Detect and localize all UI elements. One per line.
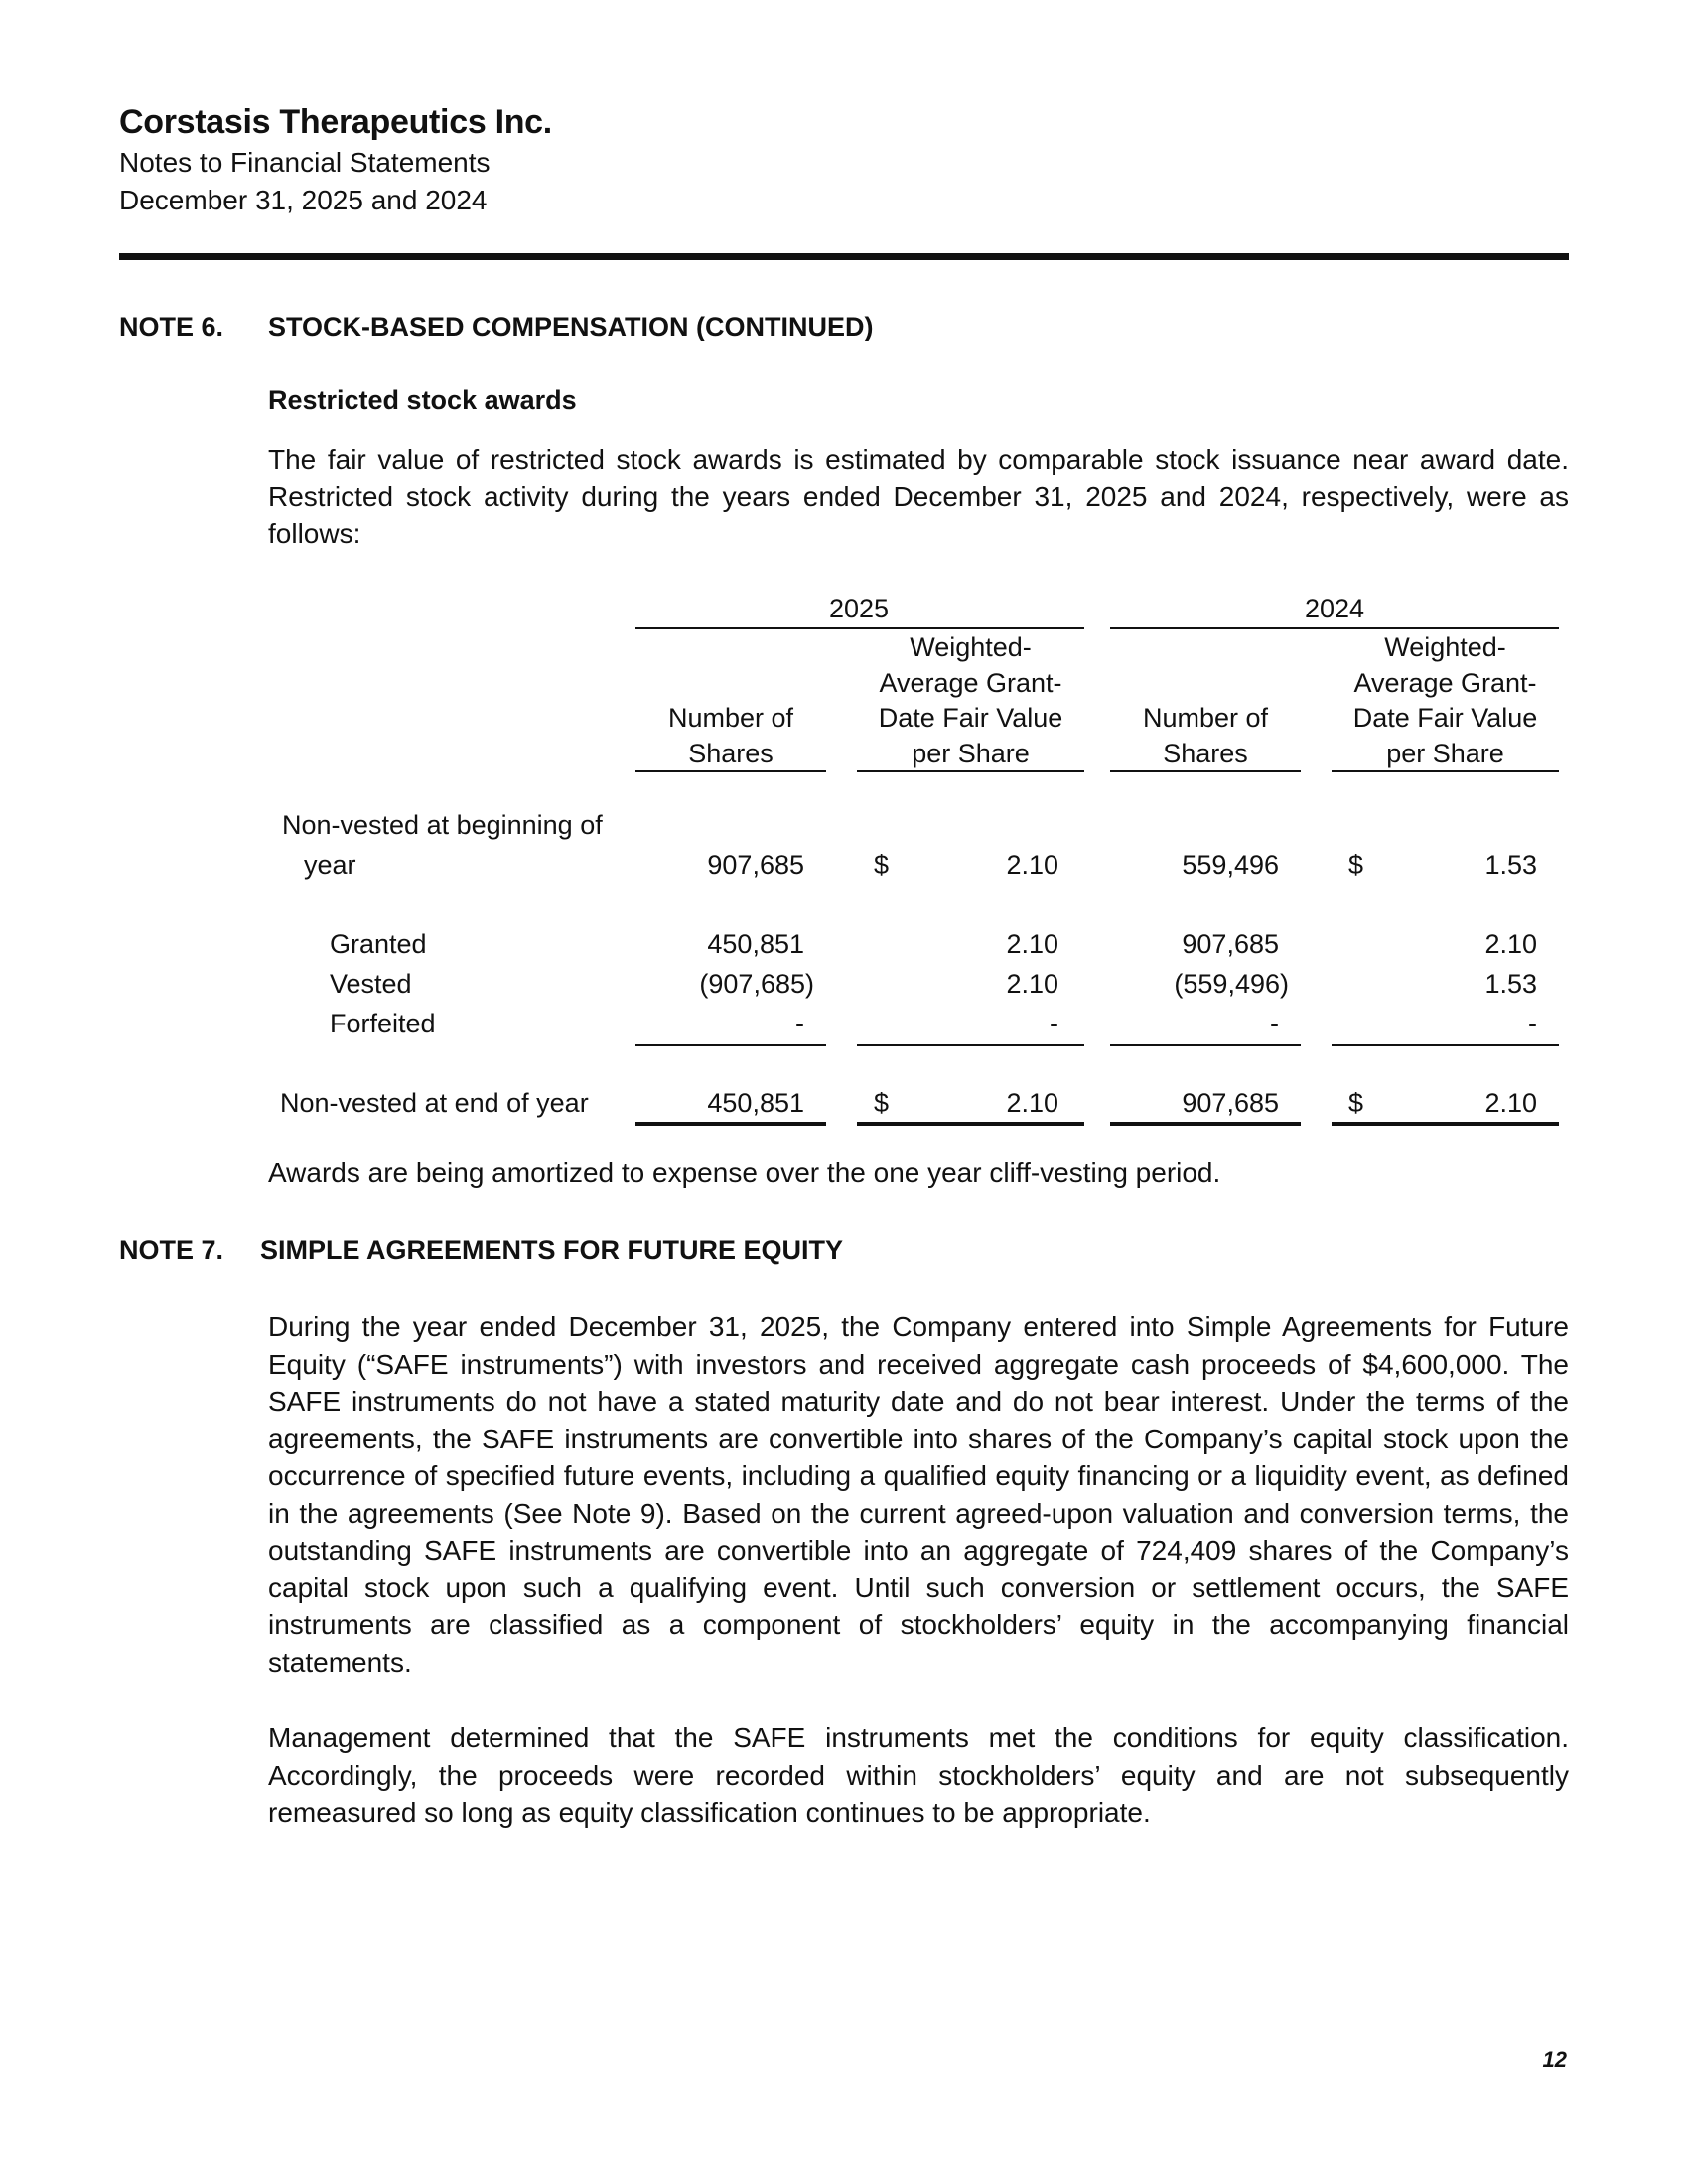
- cell-forfeited-fv-2024: -: [1528, 1009, 1537, 1038]
- cell-vested-shares-2025: (907,685): [699, 969, 814, 999]
- currency-symbol: $: [1348, 850, 1364, 880]
- row-label-vested: Vested: [330, 969, 412, 999]
- cell-granted-fv-2025: 2.10: [1006, 929, 1058, 959]
- cell-beginning-shares-2024: 559,496: [1182, 850, 1279, 880]
- col-header-fair-value-2024: Weighted- Average Grant- Date Fair Value per Share: [1352, 632, 1538, 768]
- year-2024-header: 2024: [1304, 594, 1365, 623]
- total-rule: [857, 1122, 1084, 1126]
- restricted-stock-heading: Restricted stock awards: [268, 385, 577, 415]
- currency-symbol: $: [874, 1088, 890, 1118]
- note7-number: NOTE 7.: [119, 1235, 224, 1265]
- col-rule-fair-value-2024: [1332, 770, 1559, 772]
- cell-ending-shares-2025: 450,851: [707, 1088, 804, 1118]
- cell-beginning-fv-2025: 2.10: [1006, 850, 1058, 880]
- cell-vested-fv-2025: 2.10: [1006, 969, 1058, 999]
- subtotal-rule: [1110, 1044, 1301, 1046]
- subtotal-rule: [635, 1044, 826, 1046]
- cell-beginning-shares-2025: 907,685: [707, 850, 804, 880]
- row-label-ending: Non-vested at end of year: [280, 1088, 589, 1118]
- col-rule-shares-2024: [1110, 770, 1301, 772]
- document-period: December 31, 2025 and 2024: [119, 185, 488, 215]
- note7-title: SIMPLE AGREEMENTS FOR FUTURE EQUITY: [260, 1235, 844, 1265]
- company-name: Corstasis Therapeutics Inc.: [119, 103, 552, 141]
- note6-number: NOTE 6.: [119, 312, 224, 341]
- row-label-beginning-cont: year: [304, 850, 356, 880]
- col-header-shares-2024: Number of Shares: [1142, 703, 1269, 768]
- currency-symbol: $: [874, 850, 890, 880]
- cell-granted-shares-2025: 450,851: [707, 929, 804, 959]
- cell-vested-shares-2024: (559,496): [1174, 969, 1289, 999]
- year-2024-rule: [1110, 627, 1559, 629]
- col-header-shares-2025: Number of Shares: [667, 703, 794, 768]
- year-2025-header: 2025: [828, 594, 890, 623]
- total-rule: [1332, 1122, 1559, 1126]
- cell-granted-fv-2024: 2.10: [1484, 929, 1537, 959]
- col-rule-shares-2025: [635, 770, 826, 772]
- cell-granted-shares-2024: 907,685: [1182, 929, 1279, 959]
- col-header-fair-value-2025: Weighted- Average Grant- Date Fair Value per Share: [878, 632, 1063, 768]
- cell-ending-shares-2024: 907,685: [1182, 1088, 1279, 1118]
- year-2025-rule: [635, 627, 1084, 629]
- safe-description-paragraph: During the year ended December 31, 2025, the Company entered into Simple Agreements for Future Equity (“SAFE instruments”) with investors and received aggregate cash proceeds of $4,600,000. The SAFE instruments do not have a stated maturity date and do not bear interest. Under the terms of the agreements, the SAFE instruments are convertible into shares of the Company’s capital stock upon the occurrence of specified future events, including a qualified equity financing or a liquidity event, as defined in the agreements (See Note 9). Based on the current agreed-upon valuation and conversion terms, the outstanding SAFE instruments are convertible into an aggregate of 724,409 shares of the Company’s capital stock upon such a qualifying event. Until such conversion or settlement occurs, the SAFE instruments are classified as a component of stockholders’ equity in the accompanying financial statements.: [268, 1311, 1569, 1678]
- document-subtitle: Notes to Financial Statements: [119, 147, 491, 178]
- cell-ending-fv-2025: 2.10: [1006, 1088, 1058, 1118]
- row-label-beginning: Non-vested at beginning of: [282, 810, 603, 840]
- cell-beginning-fv-2024: 1.53: [1484, 850, 1537, 880]
- cell-vested-fv-2024: 1.53: [1484, 969, 1537, 999]
- cell-forfeited-shares-2025: -: [795, 1009, 804, 1038]
- total-rule: [635, 1122, 826, 1126]
- safe-classification-paragraph: Management determined that the SAFE instruments met the conditions for equity classification. Accordingly, the proceeds were recorded within stockholders’ equity and are not subsequently remeasured so long as equity classification continues to be appropriate.: [268, 1722, 1569, 1828]
- cell-forfeited-fv-2025: -: [1050, 1009, 1058, 1038]
- cell-forfeited-shares-2024: -: [1270, 1009, 1279, 1038]
- amortization-note: Awards are being amortized to expense over the one year cliff-vesting period.: [268, 1158, 1221, 1188]
- subtotal-rule: [857, 1044, 1084, 1046]
- page-number: 12: [1542, 2047, 1567, 2072]
- note6-title: STOCK-BASED COMPENSATION (CONTINUED): [268, 312, 874, 341]
- row-label-forfeited: Forfeited: [330, 1009, 436, 1038]
- header-divider: [119, 253, 1569, 260]
- subtotal-rule: [1332, 1044, 1559, 1046]
- col-rule-fair-value-2025: [857, 770, 1084, 772]
- row-label-granted: Granted: [330, 929, 427, 959]
- restricted-stock-intro: The fair value of restricted stock awards is estimated by comparable stock issuance near award date. Restricted stock activity during the years ended December 31, 2025 and 2024, respectively, were as follows:: [268, 444, 1569, 549]
- currency-symbol: $: [1348, 1088, 1364, 1118]
- total-rule: [1110, 1122, 1301, 1126]
- cell-ending-fv-2024: 2.10: [1484, 1088, 1537, 1118]
